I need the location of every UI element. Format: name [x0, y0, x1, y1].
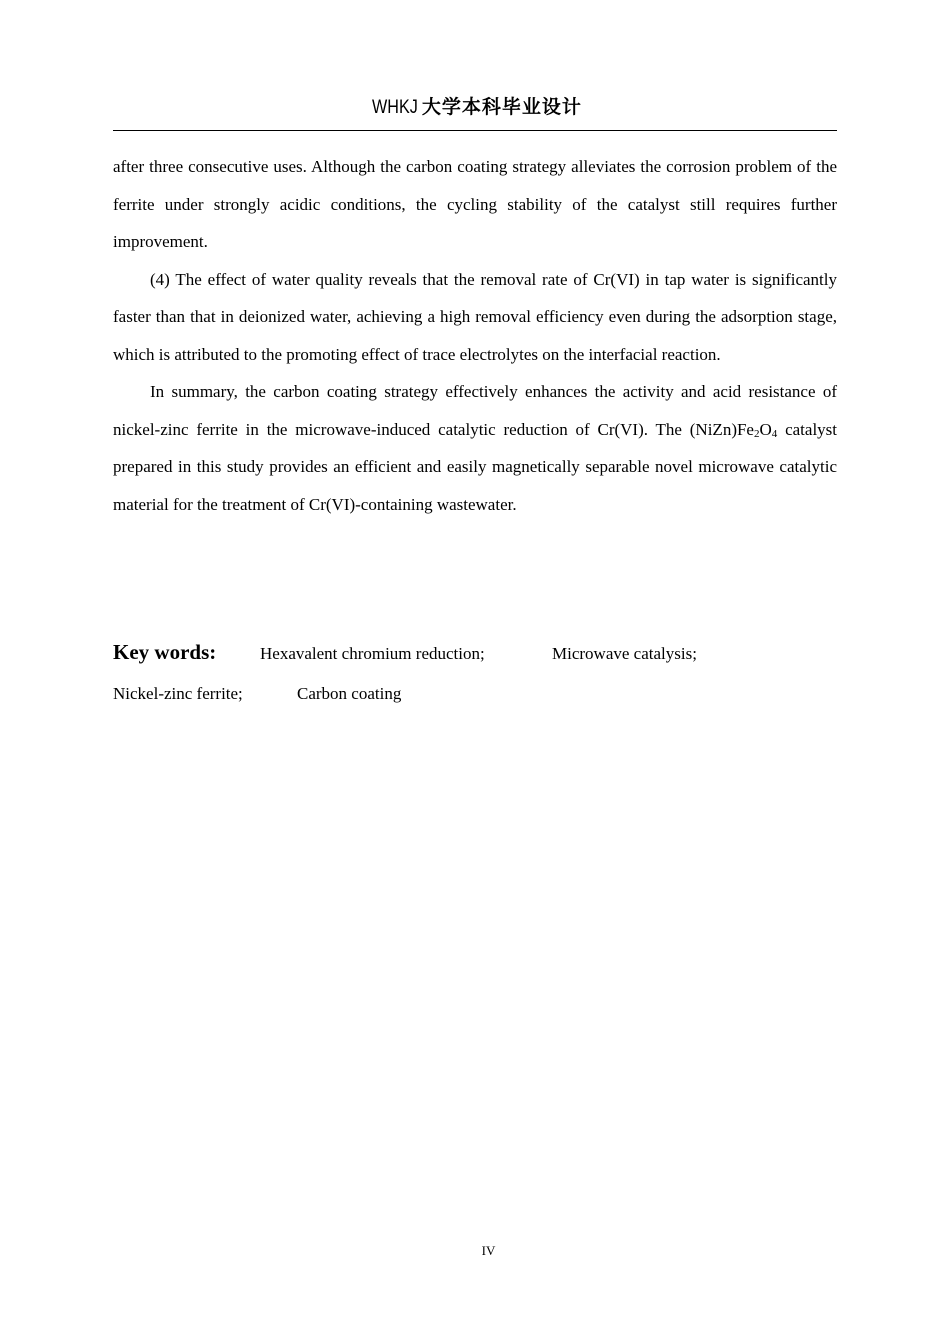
keyword-item: Hexavalent chromium reduction; — [260, 644, 485, 663]
summary-text-part-b: O — [759, 419, 772, 439]
keyword-item: Carbon coating — [297, 684, 402, 703]
keywords-section — [113, 636, 837, 712]
header-cjk-text: 大学本科毕业设计 — [421, 96, 582, 118]
paragraph-water-quality: (4) The effect of water quality reveals that the removal rate of Cr(VI) in tap water is significantly faster than that in deionized water, achieving a high removal efficiency even during the adsorption stage, which is attributed to the promoting effect of trace electrolytes on the interfacial reaction. — [113, 269, 837, 364]
subscript-4: 4 — [771, 427, 778, 440]
keywords-line-1 — [113, 636, 837, 674]
keywords-label: Key words: — [113, 640, 217, 664]
keyword-item: Nickel-zinc ferrite; — [113, 684, 243, 703]
page-number: IV — [481, 1243, 496, 1258]
summary-text-part-a: In summary, the carbon coating strategy effectively enhances the activity and acid resistance of nickel-zinc ferrite in the microwave-induced catalytic reduction of Cr(VI). The (NiZn)Fe — [113, 382, 837, 439]
keywords-line-2 — [113, 674, 837, 712]
keyword-item: Microwave catalysis; — [552, 644, 697, 663]
summary-text-part-c: catalyst prepared in this study provides an efficient and easily magnetically separable novel microwave catalytic material for the treatment of Cr(VI)-containing wastewater. — [113, 419, 838, 514]
paragraph-summary — [113, 373, 837, 523]
page-header — [113, 94, 837, 128]
paragraph-continuation: after three consecutive uses. Although the carbon coating strategy alleviates the corrosion problem of the ferrite under strongly acidic conditions, the cycling stability of the catalyst still requires further improvement. — [113, 157, 837, 251]
abstract-body — [113, 148, 837, 523]
header-latin-text: WHKJ — [372, 97, 418, 118]
header-divider — [113, 130, 837, 131]
subscript-2: 2 — [753, 427, 760, 440]
